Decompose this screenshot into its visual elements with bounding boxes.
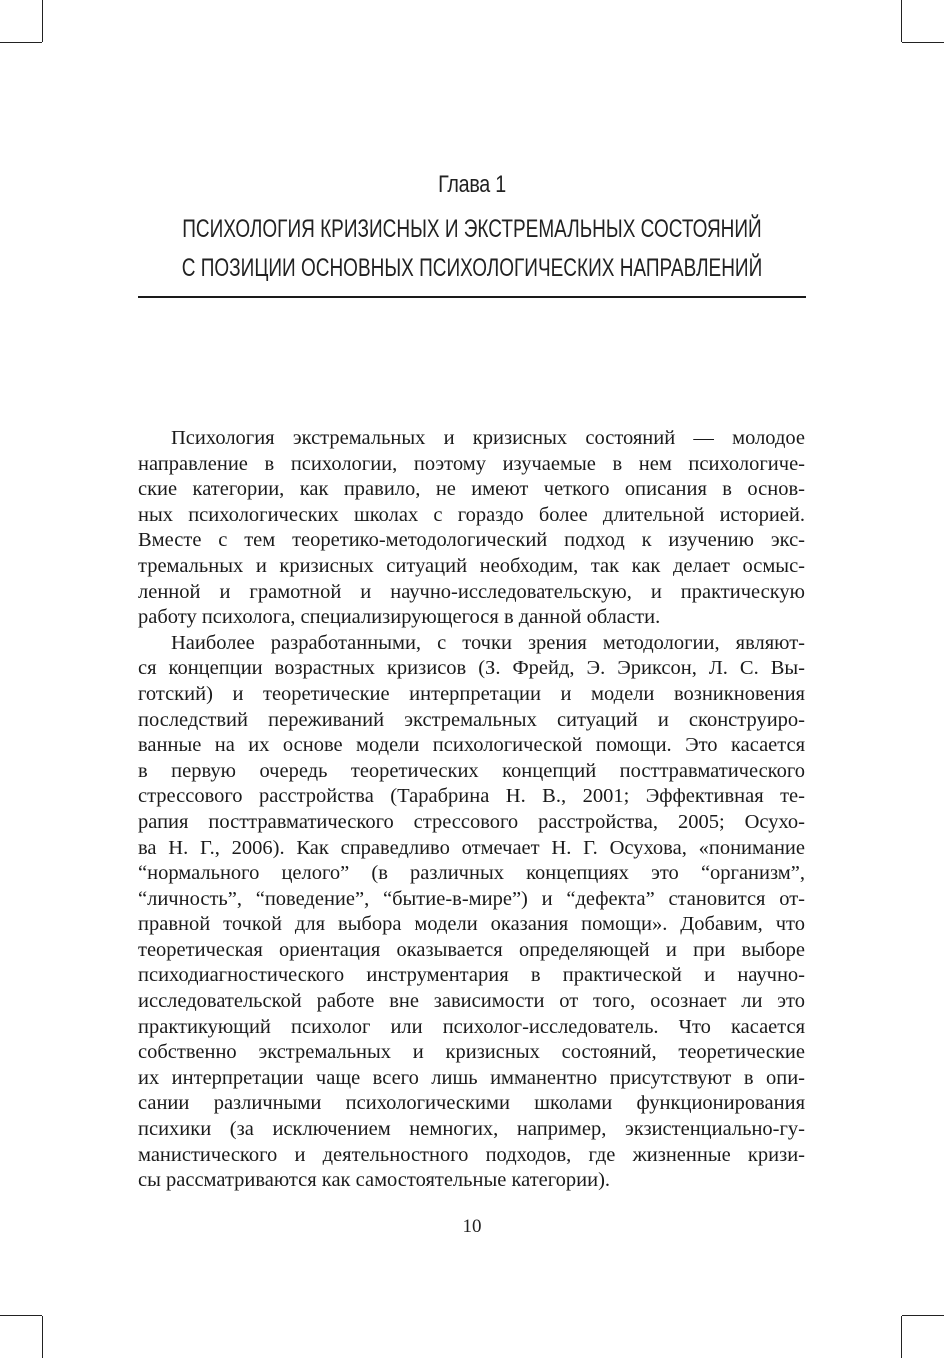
text-line: “личность”, “поведение”, “бытие-в-мире”) и “дефекта” становится от- [138,887,805,910]
text-line: работу психолога, специализирующегося в данной области. [138,606,661,629]
text-line: ных психологических школах с гораздо более длительной историей. [138,503,805,526]
crop-mark [901,0,902,42]
text-line: ленной и грамотной и научно-исследовательскую, и практическую [138,580,805,603]
text-line: ванные на их основе модели психологической помощи. Это касается [138,734,805,757]
text-line: направление в психологии, поэтому изучаемые в нем психологиче- [138,452,805,475]
body-text [138,426,805,1194]
text-line: сании различными психологическими школами функционирования [138,1092,805,1115]
text-line: правной точкой для выбора модели оказания помощи». Добавим, что [138,913,805,936]
text-line: манистического и деятельностного подходов, где жизненные кризи- [138,1143,805,1166]
text-line: стрессового расстройства (Тарабрина Н. В., 2001; Эффективная те- [138,785,805,808]
text-line: собственно экстремальных и кризисных состояний, теоретические [138,1041,805,1064]
crop-mark [0,42,42,43]
text-line: “нормального целого” (в различных концепциях это “организм”, [138,862,805,885]
text-line: готский) и теоретические интерпретации и модели возникновения [138,682,805,705]
text-line: ские категории, как правило, не имеют четкого описания в основ- [138,478,805,501]
text-line: теоретическая ориентация оказывается определяющей и при выборе [138,938,805,961]
text-line: ся концепции возрастных кризисов (З. Фрейд, Э. Эриксон, Л. С. Вы- [138,657,805,680]
text-line: психики (за исключением немногих, например, экзистенциально-гу- [138,1118,805,1141]
crop-mark [42,0,43,42]
title-divider [138,296,806,298]
crop-mark [901,1316,902,1358]
text-line: Психология экстремальных и кризисных состояний — молодое [171,427,805,449]
crop-mark [902,1315,944,1316]
text-line: рапия посттравматического стрессового расстройства, 2005; Осухо- [138,810,805,833]
text-line: тремальных и кризисных ситуаций необходим, так как делает осмыс- [138,554,805,577]
page-number: 10 [462,1216,482,1237]
chapter-title-line: ПСИХОЛОГИЯ КРИЗИСНЫХ И ЭКСТРЕМАЛЬНЫХ СОСТОЯНИЙ [182,215,762,243]
text-line: исследовательской работе вне зависимости от того, осознает ли это [138,990,805,1013]
text-line: их интерпретации чаще всего лишь имманентно присутствуют в опи- [138,1066,805,1089]
text-line: Наиболее разработанными, с точки зрения методологии, являют- [171,631,805,654]
text-line: сы рассматриваются как самостоятельные категории). [138,1169,611,1192]
chapter-title [113,210,830,288]
text-line: в первую очередь теоретических концепций посттравматического [138,759,805,782]
text-line: Вместе с тем теоретико-методологический подход к изучению экс- [138,529,805,552]
text-line: ва Н. Г., 2006). Как справедливо отмечает Н. Г. Осухова, «понимание [138,836,805,859]
text-line: последствий переживаний экстремальных ситуаций и сконструиро- [138,708,805,731]
chapter-label: Глава 1 [438,171,506,198]
crop-mark [0,1315,42,1316]
paragraph [138,426,805,631]
paragraph [138,631,805,1194]
chapter-title-line: С ПОЗИЦИИ ОСНОВНЫХ ПСИХОЛОГИЧЕСКИХ НАПРАВЛЕНИЙ [181,254,763,282]
crop-mark [42,1316,43,1358]
text-line: психодиагностического инструментария в практической и научно- [138,964,805,987]
text-line: практикующий психолог или психолог-исследователь. Что касается [138,1015,805,1038]
crop-mark [902,42,944,43]
